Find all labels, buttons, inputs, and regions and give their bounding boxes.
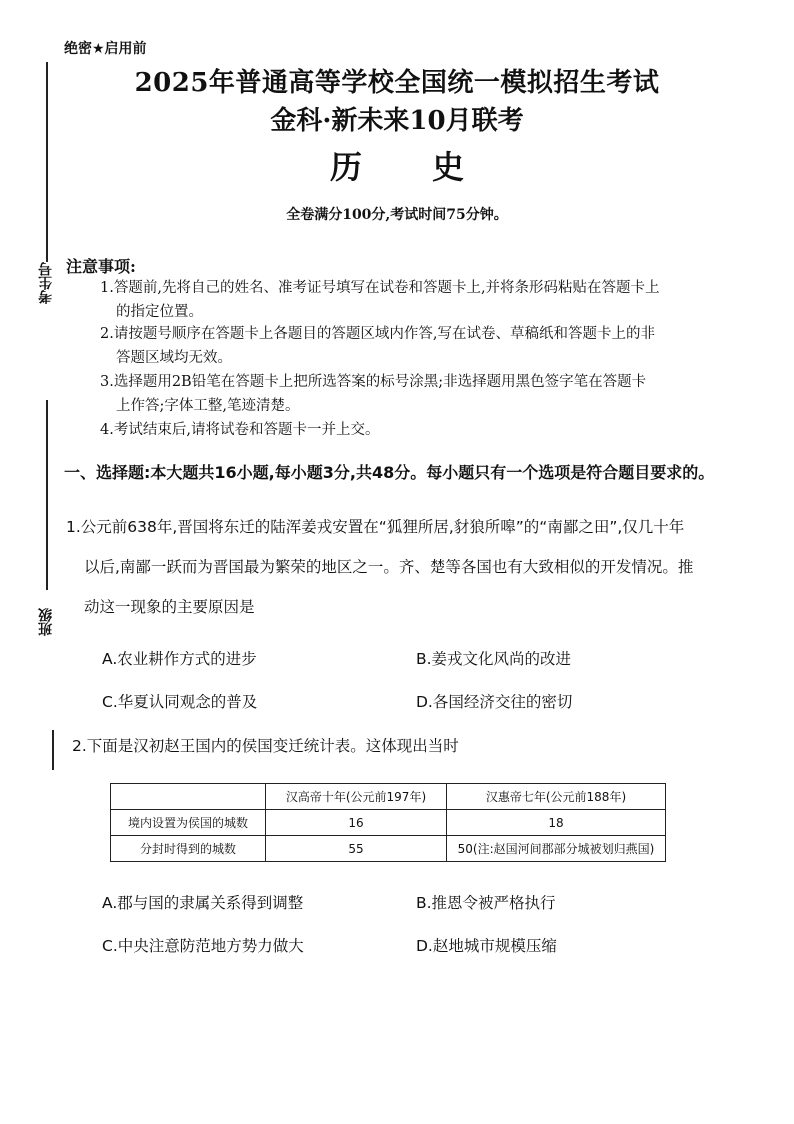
question-2-stem: 2.下面是汉初赵王国内的侯国变迁统计表。这体现出当时 — [72, 737, 459, 755]
table-header-cell: 汉惠帝七年(公元前188年) — [447, 784, 666, 810]
q2-option-a: A.郡与国的隶属关系得到调整 — [102, 894, 304, 912]
table-header-cell — [111, 784, 266, 810]
table-cell: 18 — [447, 810, 666, 836]
table-cell: 境内设置为侯国的城数 — [111, 810, 266, 836]
q1-option-a: A.农业耕作方式的进步 — [102, 650, 257, 668]
fiefdom-table — [110, 783, 666, 862]
question-1-stem: 1.公元前638年,晋国将东迁的陆浑姜戎安置在“狐狸所居,豺狼所嗥”的“南鄙之田”,仅几十年 以后,南鄙一跃而为晋国最为繁荣的地区之一。齐、楚等各国也有大致相似的开发情况。推 动这一现象的主要原因是 — [66, 518, 694, 616]
table-cell: 16 — [266, 810, 447, 836]
notice-item-2: 2.请按题号顺序在答题卡上各题目的答题区域内作答,写在试卷、草稿纸和答题卡上的非 答题区域均无效。 — [100, 326, 655, 366]
section-heading: 一、选择题:本大题共16小题,每小题3分,共48分。每小题只有一个选项是符合题目要求的。 — [64, 463, 715, 482]
subject-title: 历史 — [329, 148, 534, 186]
secret-label: 绝密★启用前 — [64, 41, 147, 57]
table-cell: 分封时得到的城数 — [111, 836, 266, 862]
q1-option-b: B.姜戎文化风尚的改进 — [416, 650, 572, 668]
full-score-note: 全卷满分100分,考试时间75分钟。 — [286, 207, 508, 223]
table-cell: 55 — [266, 836, 447, 862]
exam-subtitle: 金科·新未来10月联考 — [270, 106, 524, 136]
notice-title: 注意事项: — [66, 257, 136, 276]
margin-line-q2 — [52, 730, 54, 770]
notice-item-4: 4.考试结束后,请将试卷和答题卡一并上交。 — [100, 422, 380, 438]
notice-item-1: 1.答题前,先将自己的姓名、准考证号填写在试卷和答题卡上,并将条形码粘贴在答题卡上 的指定位置。 — [100, 280, 660, 320]
notice-item-3: 3.选择题用2B铅笔在答题卡上把所选答案的标号涂黑;非选择题用黑色签字笔在答题卡 上作答;字体工整,笔迹清楚。 — [100, 374, 647, 414]
q1-option-d: D.各国经济交往的密切 — [416, 693, 573, 711]
q2-option-c: C.中央注意防范地方势力做大 — [102, 937, 304, 955]
table-cell: 50(注:赵国河间郡部分城被划归燕国) — [447, 836, 666, 862]
table-header-row — [111, 784, 666, 810]
table-row — [111, 810, 666, 836]
q2-option-b: B.推恩令被严格执行 — [416, 894, 556, 912]
q2-option-d: D.赵地城市规模压缩 — [416, 937, 557, 955]
table-row — [111, 836, 666, 862]
margin-label-class: 班级 — [38, 608, 54, 636]
q1-option-c: C.华夏认同观念的普及 — [102, 693, 258, 711]
exam-title: 2025年普通高等学校全国统一模拟招生考试 — [134, 68, 660, 98]
margin-line-mid — [46, 400, 48, 590]
table-header-cell: 汉高帝十年(公元前197年) — [266, 784, 447, 810]
margin-label-exam-number: 考生号 — [38, 262, 54, 304]
